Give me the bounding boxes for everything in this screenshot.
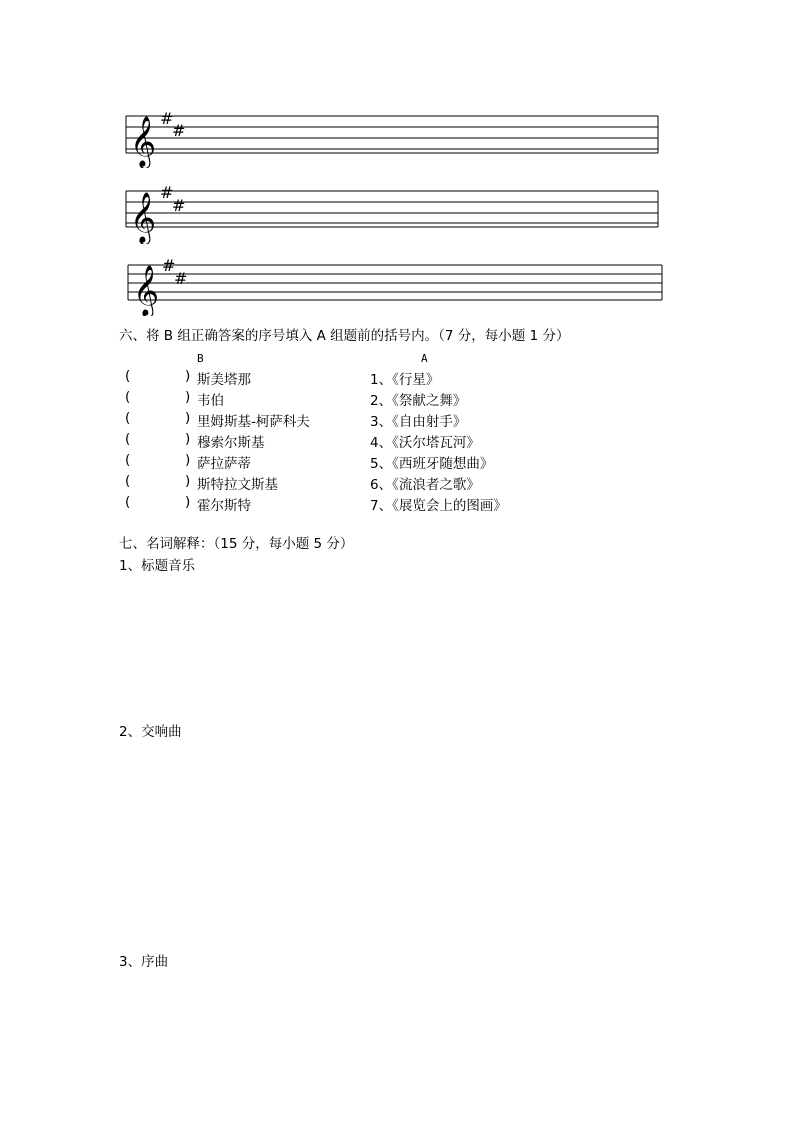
staff-lines [128, 265, 662, 300]
answer-bracket-close: ) [185, 494, 191, 510]
matching-row [0, 452, 794, 473]
composer-name: 萨拉萨蒂 [197, 456, 251, 472]
column-b-header: B [197, 352, 204, 365]
composer-name: 穆索尔斯基 [197, 435, 265, 451]
composer-name: 斯特拉文斯基 [197, 477, 278, 493]
answer-bracket-close: ) [185, 368, 191, 384]
music-staff-1 [124, 108, 664, 168]
column-a-header: A [421, 352, 428, 365]
answer-bracket-open: ( [125, 368, 131, 384]
term-item-2: 2、交响曲 [119, 724, 182, 740]
matching-row [0, 389, 794, 410]
music-staff-3 [126, 254, 666, 316]
music-staff-2 [124, 182, 664, 244]
matching-row [0, 494, 794, 515]
matching-row [0, 431, 794, 452]
answer-bracket-open: ( [125, 473, 131, 489]
work-title: 3、《自由射手》 [370, 414, 467, 430]
matching-row [0, 410, 794, 431]
answer-bracket-close: ) [185, 431, 191, 447]
term-item-1: 1、标题音乐 [119, 558, 196, 574]
sharp-icon: # [160, 183, 174, 202]
matching-row [0, 473, 794, 494]
composer-name: 霍尔斯特 [197, 498, 251, 514]
matching-row [0, 368, 794, 389]
work-title: 7、《展览会上的图画》 [370, 498, 507, 514]
staff-lines [126, 191, 658, 227]
answer-bracket-open: ( [125, 452, 131, 468]
section6-title: 六、将 B 组正确答案的序号填入 A 组题前的括号内。（7 分，每小题 1 分） [119, 328, 570, 344]
treble-clef-icon: 𝄞 [130, 116, 157, 167]
sharp-icon: # [174, 269, 188, 288]
treble-clef-icon: 𝄞 [133, 265, 160, 316]
work-title: 4、《沃尔塔瓦河》 [370, 435, 480, 451]
work-title: 6、《流浪者之歌》 [370, 477, 480, 493]
answer-bracket-open: ( [125, 494, 131, 510]
composer-name: 韦伯 [197, 393, 224, 409]
work-title: 2、《祭献之舞》 [370, 393, 467, 409]
composer-name: 里姆斯基-柯萨科夫 [197, 414, 310, 430]
staff-lines [126, 116, 658, 153]
sharp-icon: # [172, 196, 186, 215]
treble-clef-icon: 𝄞 [130, 192, 157, 243]
answer-bracket-close: ) [185, 410, 191, 426]
sharp-icon: # [162, 256, 176, 275]
work-title: 5、《西班牙随想曲》 [370, 456, 494, 472]
composer-name: 斯美塔那 [197, 372, 251, 388]
section7-title: 七、名词解释：（15 分，每小题 5 分） [119, 536, 354, 552]
answer-bracket-close: ) [185, 452, 191, 468]
work-title: 1、《行星》 [370, 372, 440, 388]
term-item-3: 3、序曲 [119, 954, 169, 970]
answer-bracket-close: ) [185, 473, 191, 489]
sharp-icon: # [172, 121, 186, 140]
answer-bracket-open: ( [125, 410, 131, 426]
answer-bracket-open: ( [125, 389, 131, 405]
answer-bracket-open: ( [125, 431, 131, 447]
answer-bracket-close: ) [185, 389, 191, 405]
sharp-icon: # [160, 109, 174, 128]
